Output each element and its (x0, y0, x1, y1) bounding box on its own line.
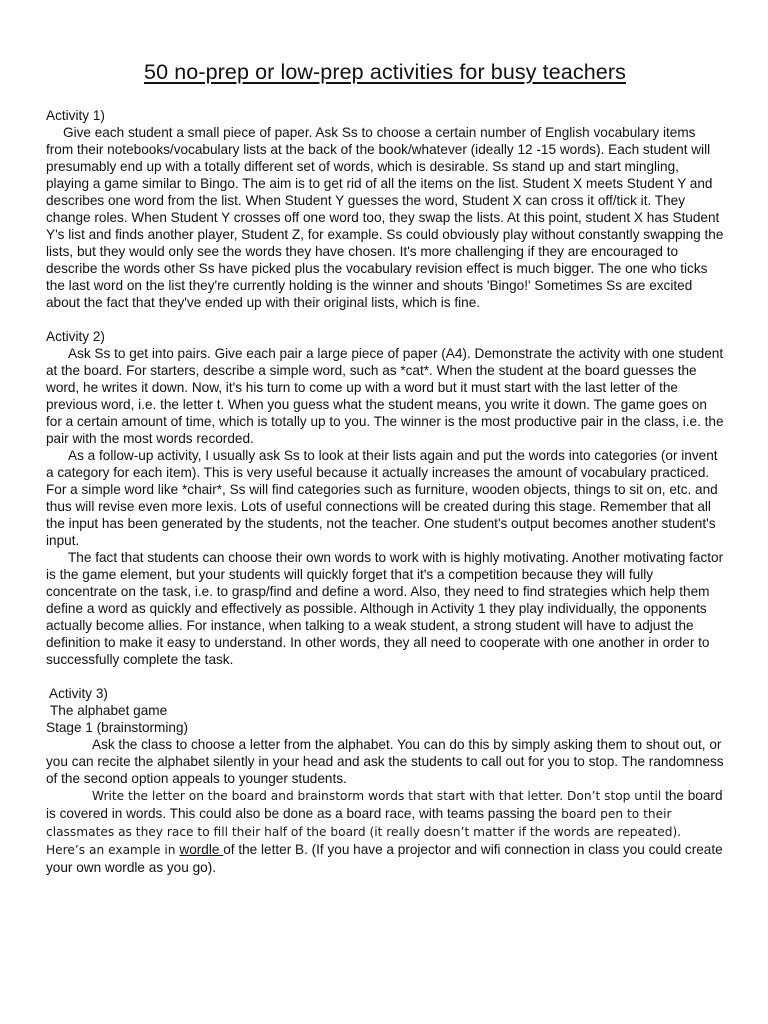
text-line: another player, Student Z, for example. Ss could obviously play without constantly swapping the (147, 227, 724, 242)
text-line: Ask the class to choose a letter from the alphabet. You can do this by simply asking them (92, 737, 627, 752)
text-line: furniture, wooden objects, things to sit on, etc. and thus will revise even more lexis. Lots of useful (46, 482, 718, 514)
document-title: 50 no-prep or low-prep activities for busy teachers (144, 60, 626, 84)
text-line: crosses off one word too, they swap the lists. At this point, student X has Student Y's list and finds (46, 210, 720, 242)
text-line: the amount of vocabulary practiced. For a simple word like *chair*, Ss will find categories such as (46, 465, 710, 497)
text-line: The fact that students can choose their own words to work with is highly motivating. Another (68, 550, 620, 565)
text-line: but it must start with the last letter of the previous word, i.e. the letter t. When you guess what the (46, 380, 678, 412)
text-line: the students, not the teacher. One student's output becomes another student's input. (46, 516, 716, 548)
text-line: categories (or invent a category for each item). This is very useful because it actually increases (46, 448, 718, 480)
activity-1-heading: Activity 1) (46, 108, 105, 123)
activity-3-paragraph-1 (46, 736, 724, 787)
activity-1-paragraph (46, 124, 724, 311)
activity-3-paragraph-2 (46, 787, 724, 876)
text-line: connections will be created during this stage. Remember that all the input has been generated by (46, 499, 711, 531)
text-line: recorded. (196, 431, 254, 446)
text-line: of the letter B. (If you have a projector and (223, 842, 478, 857)
activity-3-stage: Stage 1 (brainstorming) (46, 720, 189, 735)
text-line: up to you. The winner is the most productive pair in the class, i.e. the pair with the most words (46, 414, 724, 446)
text-line: to shout out, or you can recite the alphabet silently in your head and ask the students to call out for (46, 737, 722, 769)
text-line: you to stop. The randomness of the second option appeals to younger students. (46, 754, 724, 786)
text-line: lists, which is fine. (371, 295, 481, 310)
activity-2-heading: Activity 2) (46, 329, 105, 344)
text-line: shouts 'Bingo!' Sometimes Ss are excited about the fact that they've ended up with their original (46, 278, 693, 310)
text-line: vocabulary items from their notebooks/vocabulary lists at the back of the book/whatever (ideally 12 (46, 125, 696, 157)
text-line: when talking to a weak student, a strong student will have to adjust the definition to make it easy (46, 618, 694, 650)
text-line: motivating factor is the game element, but your students will quickly forget that it's a competition (46, 550, 724, 582)
document-body (46, 107, 724, 876)
text-line: desirable. Ss stand up and start mingling, playing a game similar to Bingo. The aim is to get rid of (46, 159, 679, 191)
text-line: because they will fully concentrate on the task, i.e. to grasp/find and define a word. Also, they (46, 567, 654, 599)
wordle-link[interactable]: wordle (179, 842, 224, 857)
text-line: student means, you write it down. The game goes on for a certain amount of time, which is totally (46, 397, 707, 429)
text-line: wifi connection in class you could create your own wordle as you go). (46, 842, 723, 875)
text-line: As a follow-up activity, I usually ask Ss to look at their lists again and put the words into (68, 448, 591, 463)
text-line: to understand. In other words, they all need to cooperate with one another in order to successfully (46, 635, 710, 667)
text-line: much bigger. The one who ticks the last word on the list they're currently holding is the winner and (46, 261, 708, 293)
text-line: the board is covered in words. This could also be done as a board race, with teams passing the (46, 788, 723, 821)
paragraph-gap (46, 668, 724, 685)
text-line: need to find strategies which help them define a word as quickly and effectively as possible. (46, 584, 710, 616)
text-line: encouraged to describe the words other Ss have picked plus the vocabulary revision effect is (46, 244, 679, 276)
text-line: Student Y guesses the word, Student X can cross it off/tick it. They change roles. When Student Y (46, 193, 685, 225)
text-line: student at the board guesses the word, he writes it down. Now, it's his turn to come up with a word (46, 363, 697, 395)
activity-2-paragraph-1 (46, 345, 724, 447)
activity-3-subtitle: The alphabet game (50, 703, 168, 718)
text-line: Give each student a small piece of paper. Ask Ss to choose a certain number of English (63, 125, 590, 140)
text-line: complete the task. (123, 652, 234, 667)
text-line: with one student at the board. For starters, describe a simple word, such as *cat*. When the (46, 346, 724, 378)
text-line: Although in Activity 1 they play individually, the opponents actually become allies. For instance, (46, 601, 707, 633)
activity-2-paragraph-3 (46, 549, 724, 668)
activity-3-heading: Activity 3) (49, 686, 108, 701)
text-line: Ask Ss to get into pairs. Give each pair a large piece of paper (A4). Demonstrate the activity (68, 346, 621, 361)
text-line: board pen to their classmates as they race to fill their half of the board (it really doesn’t matter if (46, 807, 672, 839)
text-line: lists, but they would only see the words they have chosen. It's more challenging if they are (46, 244, 588, 259)
text-line: the words are repeated). Here’s an example in (46, 825, 682, 857)
text-line: Write the letter on the board and brainstorm words that start with that letter. Don’t stop until (92, 789, 662, 803)
paragraph-gap (46, 311, 724, 328)
activity-2-paragraph-2 (46, 447, 724, 549)
text-line: all the items on the list. Student X meets Student Y and describes one word from the list. When (46, 176, 713, 208)
text-line: -15 words). Each student will presumably end up with a totally different set of words, which is (46, 142, 711, 174)
